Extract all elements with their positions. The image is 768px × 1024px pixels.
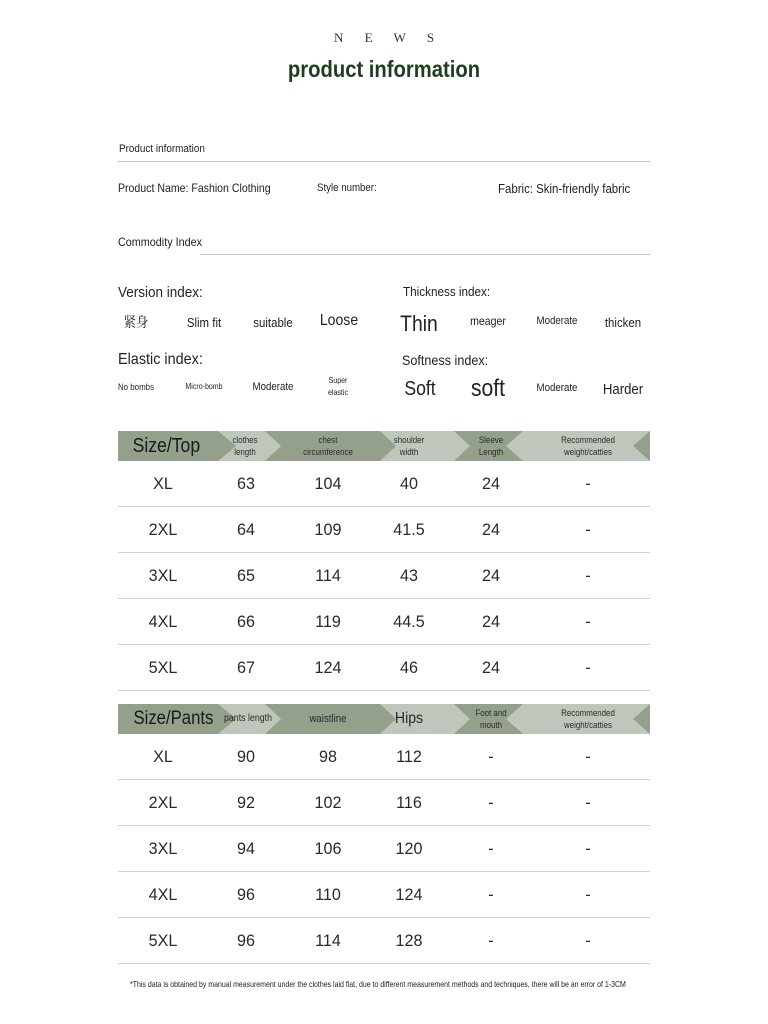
table-cell: 94 <box>237 839 255 858</box>
table-cell: 124 <box>395 885 423 904</box>
table-row <box>118 461 650 507</box>
thickness-option: Moderate <box>536 315 578 327</box>
softness-option: soft <box>470 375 506 402</box>
table-cell: 114 <box>315 566 341 585</box>
table-cell: - <box>585 474 591 493</box>
table-cell: 24 <box>482 520 500 539</box>
size-cell: XL <box>153 474 173 493</box>
table-row <box>118 599 650 645</box>
table-cell: 124 <box>314 658 342 677</box>
table-cell: 128 <box>395 931 423 950</box>
size-cell: XL <box>153 747 173 766</box>
thickness-index-label: Thickness index: <box>403 284 491 299</box>
table-row <box>118 553 650 599</box>
table-cell: 120 <box>395 839 423 858</box>
table-cell: 96 <box>237 885 255 904</box>
softness-index-label: Softness index: <box>402 352 489 368</box>
table-cell: 65 <box>237 566 255 585</box>
table-cell: 104 <box>314 474 342 493</box>
version-option: 紧身 <box>123 314 149 330</box>
table-row <box>118 507 650 553</box>
table-cell: 119 <box>315 612 341 631</box>
news-kicker: N E W S <box>333 30 444 45</box>
table-cell: - <box>585 520 591 539</box>
table-cell: 24 <box>482 566 500 585</box>
fabric: Fabric: Skin-friendly fabric <box>498 181 631 196</box>
pants-header-col: Hips <box>394 710 424 727</box>
table-cell: 24 <box>482 474 500 493</box>
tops-header-size: Size/Top <box>132 435 201 457</box>
table-cell: 114 <box>315 931 341 950</box>
tops-header-col: chest circumference <box>303 435 353 457</box>
style-number: Style number: <box>317 182 377 194</box>
size-cell: 3XL <box>148 839 178 858</box>
table-cell: - <box>585 885 591 904</box>
elastic-option: Super elastic <box>328 376 348 397</box>
product-name: Product Name: Fashion Clothing <box>118 181 271 195</box>
thickness-option: Thin <box>400 311 438 336</box>
version-option: suitable <box>253 315 293 330</box>
size-cell: 4XL <box>148 612 178 631</box>
table-cell: 96 <box>237 931 255 950</box>
elastic-option: No bombs <box>117 382 155 392</box>
table-cell: 110 <box>315 885 341 904</box>
pants-header-col: waistline <box>309 713 347 725</box>
table-row <box>118 780 650 826</box>
table-row <box>118 645 650 691</box>
table-cell: 109 <box>314 520 342 539</box>
version-index-label: Version index: <box>118 284 203 301</box>
tops-header-col: clothes length <box>232 435 258 457</box>
table-row <box>118 826 650 872</box>
table-cell: 116 <box>396 793 422 812</box>
softness-option: Harder <box>602 381 644 398</box>
size-cell: 2XL <box>148 520 178 539</box>
product-info-heading: Product information <box>119 143 205 155</box>
table-cell: 24 <box>482 658 500 677</box>
commodity-index-heading: Commodity Index <box>118 235 203 249</box>
table-cell: 106 <box>314 839 342 858</box>
table-cell: - <box>488 839 494 858</box>
version-option: Slim fit <box>186 315 222 330</box>
size-cell: 3XL <box>148 566 178 585</box>
table-cell: - <box>585 931 591 950</box>
thickness-option: meager <box>470 314 506 328</box>
tops-table-body <box>118 461 650 691</box>
pants-header-col: Foot and mouth <box>475 708 507 730</box>
pants-table-header <box>118 704 650 734</box>
table-cell: 112 <box>396 747 422 766</box>
table-cell: 40 <box>400 474 418 493</box>
elastic-index-label: Elastic index: <box>118 351 203 368</box>
pants-header-size: Size/Pants <box>133 708 214 729</box>
table-row <box>118 734 650 780</box>
elastic-option: Micro-bomb <box>185 382 223 391</box>
elastic-option: Moderate <box>252 381 294 393</box>
measurement-footnote: *This data is obtained by manual measurement under the clothes laid flat, due to different measurement methods and techniques, there will be an error of 1-3CM <box>130 979 626 989</box>
table-cell: 44.5 <box>393 612 425 631</box>
product-info-rule <box>118 161 650 162</box>
table-cell: 67 <box>237 658 255 677</box>
table-cell: 102 <box>314 793 342 812</box>
tops-header-col: Sleeve Length <box>478 435 504 457</box>
table-cell: 46 <box>400 658 418 677</box>
table-cell: - <box>585 793 591 812</box>
size-cell: 5XL <box>148 931 178 950</box>
table-cell: - <box>488 885 494 904</box>
softness-option: Moderate <box>536 382 578 394</box>
softness-option: Soft <box>404 378 436 400</box>
table-cell: - <box>585 566 591 585</box>
table-cell: - <box>488 793 494 812</box>
pants-table-body <box>118 734 650 964</box>
table-cell: 24 <box>482 612 500 631</box>
commodity-index-rule <box>200 254 650 255</box>
table-cell: - <box>488 747 494 766</box>
table-cell: - <box>585 612 591 631</box>
size-cell: 4XL <box>148 885 178 904</box>
table-cell: 92 <box>237 793 255 812</box>
table-row <box>118 918 650 964</box>
table-cell: - <box>585 747 591 766</box>
table-cell: 43 <box>400 566 418 585</box>
version-option: Loose <box>319 312 359 329</box>
table-cell: 90 <box>237 747 255 766</box>
pants-header-col: pants length <box>224 713 272 724</box>
thickness-option: thicken <box>604 315 642 330</box>
table-cell: 41.5 <box>393 520 425 539</box>
size-cell: 5XL <box>148 658 178 677</box>
table-cell: 66 <box>237 612 255 631</box>
table-cell: - <box>585 839 591 858</box>
tops-table-header <box>118 431 650 461</box>
table-cell: 64 <box>237 520 255 539</box>
tops-header-col: shoulder width <box>393 435 425 457</box>
table-cell: - <box>488 931 494 950</box>
table-cell: 63 <box>237 474 255 493</box>
tops-header-col: Recommended weight/catties <box>561 435 615 457</box>
page-title: product information <box>287 56 481 82</box>
table-row <box>118 872 650 918</box>
pants-header-col: Recommended weight/catties <box>561 708 615 730</box>
table-cell: 98 <box>319 747 337 766</box>
table-cell: - <box>585 658 591 677</box>
size-cell: 2XL <box>148 793 178 812</box>
